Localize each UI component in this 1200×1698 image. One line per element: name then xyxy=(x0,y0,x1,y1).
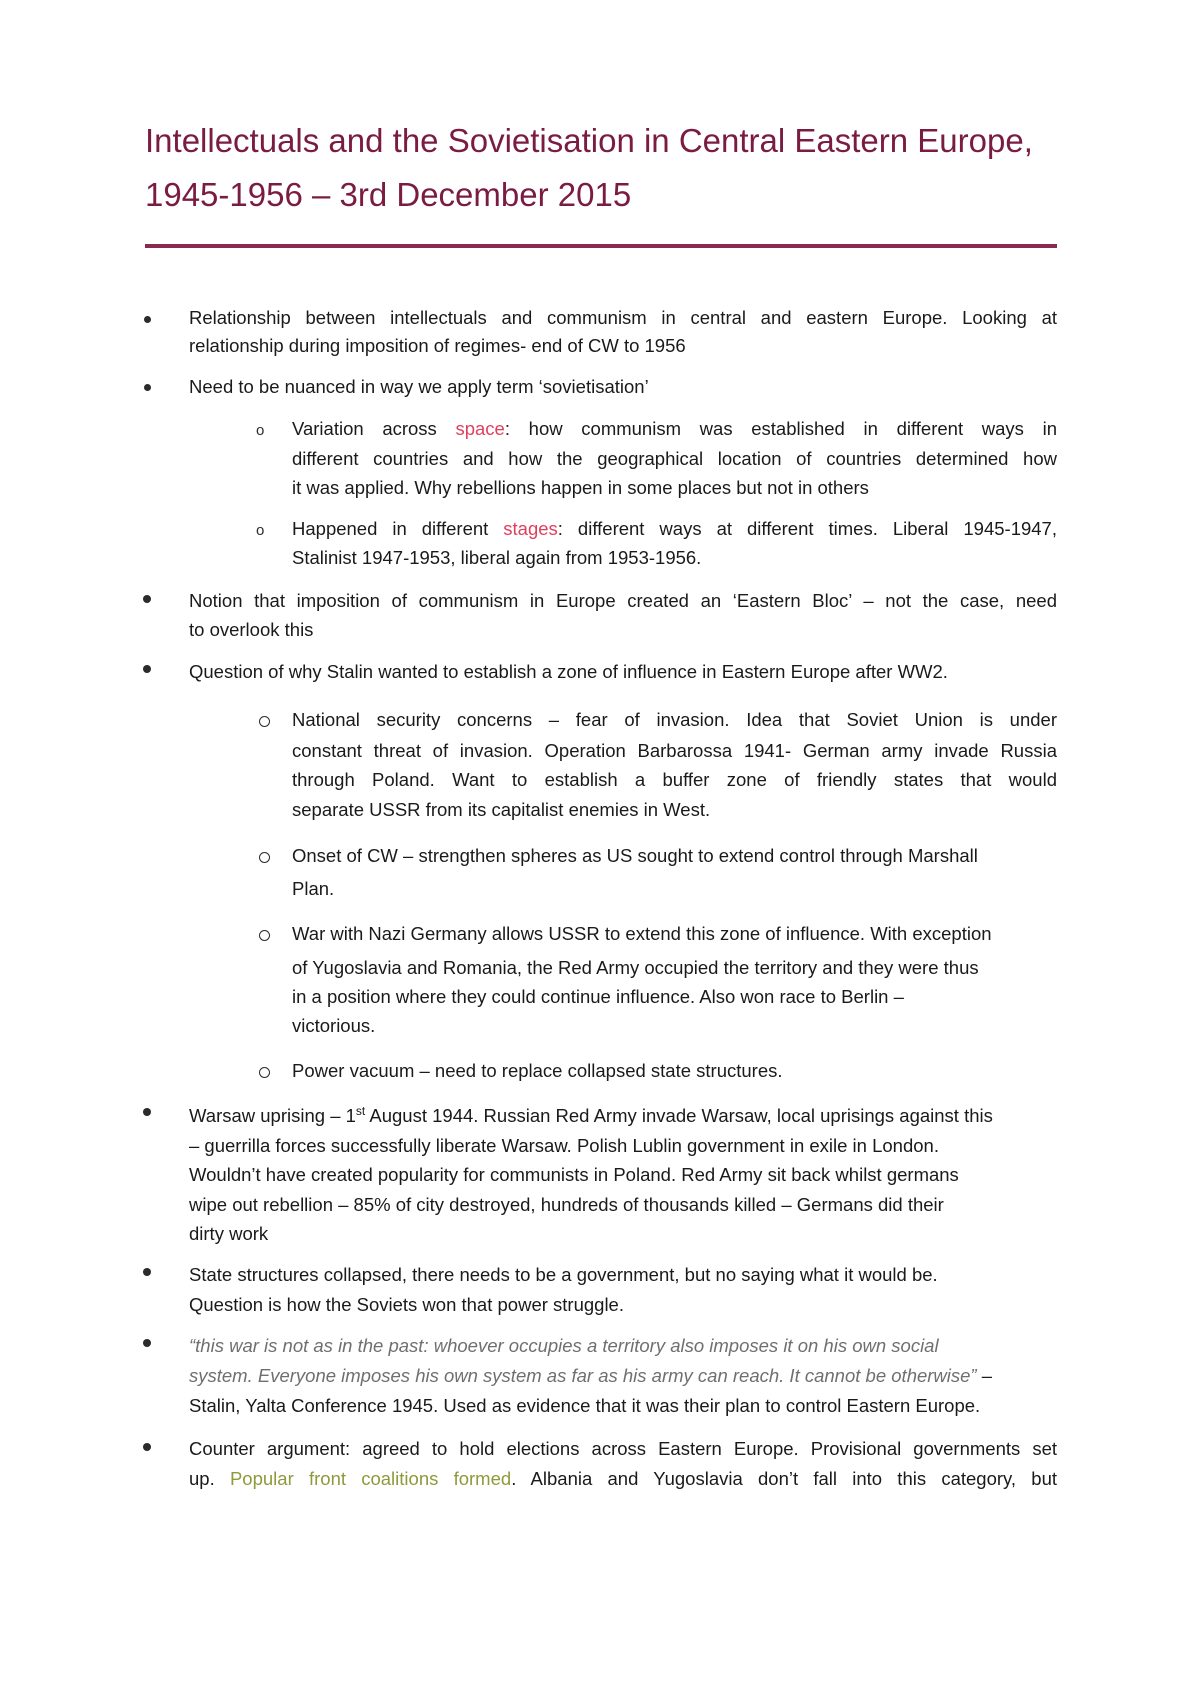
sub-bullet-circle xyxy=(259,1067,270,1078)
text-line: constant threat of invasion. Operation Barbarossa 1941- German army invade Russia xyxy=(292,740,1057,761)
text-line xyxy=(189,1466,1057,1492)
text-segment: : different ways at different times. Liberal 1945-1947, xyxy=(557,518,1057,539)
bullet-dot xyxy=(143,1339,151,1347)
text-line: Counter argument: agreed to hold elections across Eastern Europe. Provisional governments set xyxy=(189,1438,1057,1459)
text-segment: : how communism was established in different ways in xyxy=(504,418,1057,439)
text-segment: Warsaw uprising – 1 xyxy=(189,1105,356,1126)
quote-line: “this war is not as in the past: whoever occupies a territory also imposes it on his own social xyxy=(189,1335,939,1356)
text-line: State structures collapsed, there needs to be a government, but no saying what it would be. xyxy=(189,1264,938,1285)
text-line: Power vacuum – need to replace collapsed state structures. xyxy=(292,1060,783,1081)
text-line: Notion that imposition of communism in Europe created an ‘Eastern Bloc’ – not the case, need xyxy=(189,590,1057,611)
sub-bullet-circle xyxy=(259,716,270,727)
text-line: Wouldn’t have created popularity for communists in Poland. Red Army sit back whilst germans xyxy=(189,1164,959,1185)
text-line: Plan. xyxy=(292,878,335,899)
text-line xyxy=(189,1103,993,1129)
bullet-dot xyxy=(143,1268,151,1276)
text-line: War with Nazi Germany allows USSR to extend this zone of influence. With exception xyxy=(292,923,992,944)
quote-segment: system. Everyone imposes his own system as far as his army can reach. It cannot be otherwise” xyxy=(189,1365,977,1386)
highlight-popular-front: Popular front coalitions formed xyxy=(229,1468,512,1489)
text-line: – guerrilla forces successfully liberate Warsaw. Polish Lublin government in exile in London. xyxy=(189,1135,939,1156)
text-line: it was applied. Why rebellions happen in some places but not in others xyxy=(292,477,869,498)
text-segment: up. xyxy=(189,1468,230,1489)
text-line: relationship during imposition of regimes- end of CW to 1956 xyxy=(189,335,686,356)
sub-bullet-circle xyxy=(259,930,270,941)
text-line: Relationship between intellectuals and communism in central and eastern Europe. Looking at xyxy=(189,307,1057,328)
sub-bullet-circle xyxy=(259,852,270,863)
text-line: Question is how the Soviets won that power struggle. xyxy=(189,1294,624,1315)
bullet-dot xyxy=(143,1108,151,1116)
text-line: Onset of CW – strengthen spheres as US sought to extend control through Marshall xyxy=(292,845,978,866)
text-line xyxy=(292,416,1057,442)
text-line: Need to be nuanced in way we apply term ‘sovietisation’ xyxy=(189,376,649,397)
text-line xyxy=(292,516,1057,542)
text-line: to overlook this xyxy=(189,619,314,640)
text-segment: August 1944. Russian Red Army invade Warsaw, local uprisings against this xyxy=(365,1105,993,1126)
text-line: in a position where they could continue influence. Also won race to Berlin – xyxy=(292,986,904,1007)
bullet-dot xyxy=(143,665,151,673)
text-segment: – xyxy=(976,1365,993,1386)
text-line: dirty work xyxy=(189,1223,269,1244)
text-segment: Variation across xyxy=(292,418,456,439)
text-line: Stalin, Yalta Conference 1945. Used as evidence that it was their plan to control Eastern Europe. xyxy=(189,1395,981,1416)
bullet-dot xyxy=(143,595,151,603)
text-line: different countries and how the geographical location of countries determined how xyxy=(292,448,1057,469)
text-line: of Yugoslavia and Romania, the Red Army occupied the territory and they were thus xyxy=(292,957,979,978)
highlight-stages: stages xyxy=(503,518,558,539)
text-line: separate USSR from its capitalist enemies in West. xyxy=(292,799,711,820)
text-line: through Poland. Want to establish a buffer zone of friendly states that would xyxy=(292,769,1057,790)
text-line: Question of why Stalin wanted to establish a zone of influence in Eastern Europe after WW2. xyxy=(189,661,948,682)
text-line: Stalinist 1947-1953, liberal again from 1953-1956. xyxy=(292,547,702,568)
text-segment: Happened in different xyxy=(292,518,504,539)
text-line: wipe out rebellion – 85% of city destroyed, hundreds of thousands killed – Germans did their xyxy=(189,1194,944,1215)
document-title: Intellectuals and the Sovietisation in Central Eastern Europe, 1945-1956 – 3rd December 2015 xyxy=(145,122,1033,213)
highlight-space: space xyxy=(455,418,505,439)
sub-bullet-marker: o xyxy=(256,422,265,439)
text-line: victorious. xyxy=(292,1015,376,1036)
superscript: st xyxy=(355,1103,366,1118)
text-line: National security concerns – fear of invasion. Idea that Soviet Union is under xyxy=(292,709,1057,730)
bullet-dot xyxy=(144,384,151,391)
bullet-dot xyxy=(144,316,151,323)
sub-bullet-marker: o xyxy=(256,522,265,539)
text-line xyxy=(189,1363,992,1389)
bullet-dot xyxy=(143,1443,151,1451)
text-segment: . Albania and Yugoslavia don’t fall into this category, but xyxy=(511,1468,1058,1489)
